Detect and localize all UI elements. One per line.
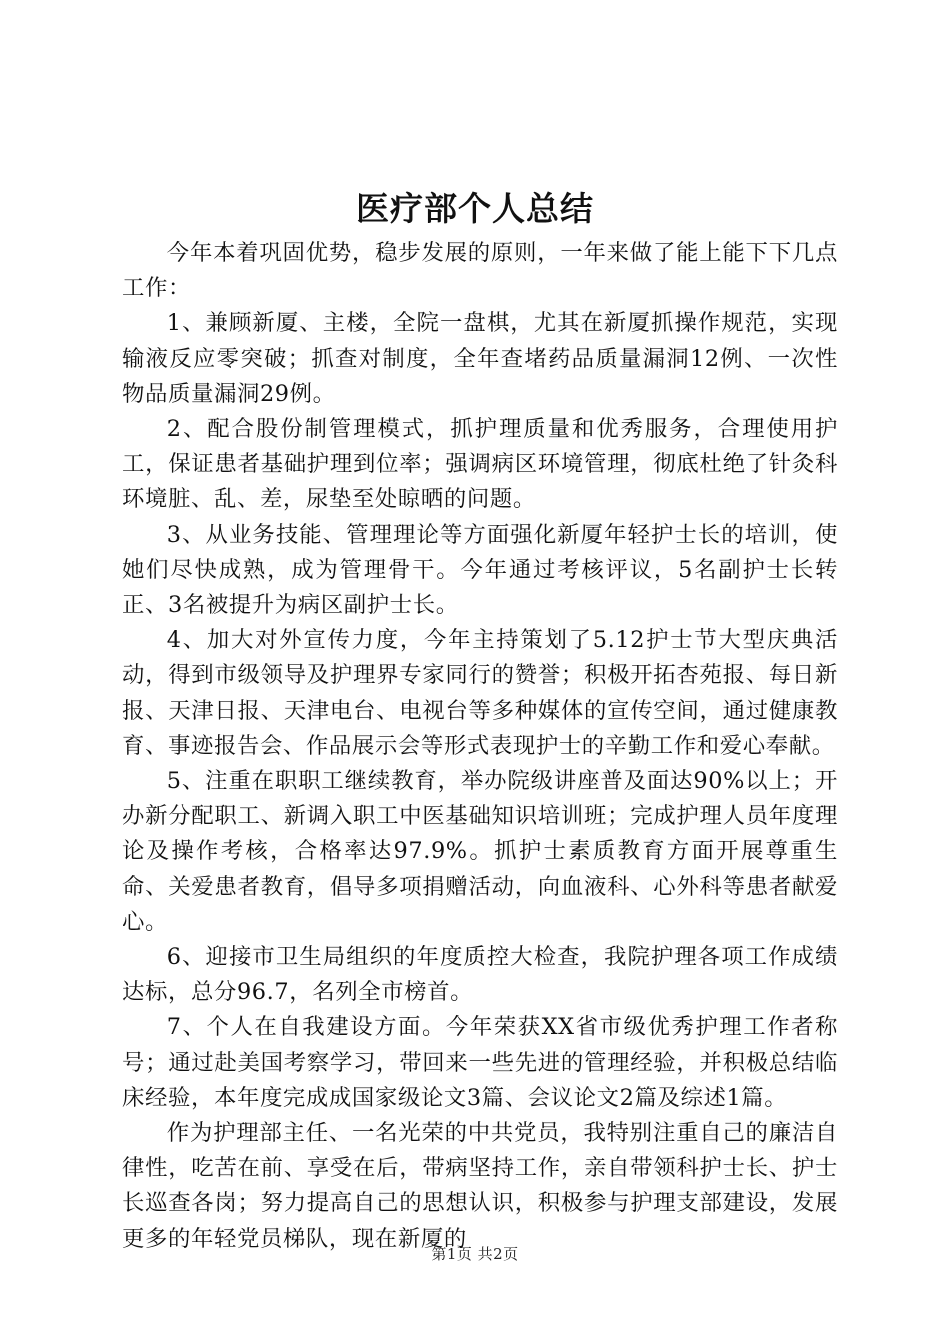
document-title: 医疗部个人总结	[356, 189, 594, 228]
item-paragraph-2: 2、配合股份制管理模式，抓护理质量和优秀服务，合理使用护工，保证患者基础护理到位率；强调病区环境管理，彻底杜绝了针灸科环境脏、乱、差，尿垫至处晾晒的问题。	[122, 416, 838, 513]
item-paragraph-1: 1、兼顾新厦、主楼，全院一盘棋，尤其在新厦抓操作规范，实现输液反应零突破；抓查对制度，全年查堵药品质量漏洞12例、一次性物品质量漏洞29例。	[122, 310, 838, 407]
item-paragraph-4: 4、加大对外宣传力度，今年主持策划了5.12护士节大型庆典活动，得到市级领导及护理界专家同行的赞誉；积极开拓杏苑报、每日新报、天津日报、天津电台、电视台等多种媒体的宣传空间，通过健康教育、事迹报告会、作品展示会等形式表现护士的辛勤工作和爱心奉献。	[122, 627, 838, 759]
item-paragraph-5: 5、注重在职职工继续教育，举办院级讲座普及面达90%以上；开办新分配职工、新调入职工中医基础知识培训班；完成护理人员年度理论及操作考核，合格率达97.9%。抓护士素质教育方面开展尊重生命、关爱患者教育，倡导多项捐赠活动，向血液科、心外科等患者献爱心。	[122, 768, 838, 935]
item-paragraph-7: 7、个人在自我建设方面。今年荣获XX省市级优秀护理工作者称号；通过赴美国考察学习，带回来一些先进的管理经验，并积极总结临床经验，本年度完成成国家级论文3篇、会议论文2篇及综述1篇。	[122, 1014, 838, 1111]
item-paragraph-3: 3、从业务技能、管理理论等方面强化新厦年轻护士长的培训，使她们尽快成熟，成为管理骨干。今年通过考核评议，5名副护士长转正、3名被提升为病区副护士长。	[122, 521, 838, 619]
document-body	[122, 236, 838, 1257]
item-paragraph-6: 6、迎接市卫生局组织的年度质控大检查，我院护理各项工作成绩达标，总分96.7，名列全市榜首。	[122, 944, 838, 1006]
page-number-footer: 第1页 共2页	[431, 1245, 519, 1263]
closing-paragraph: 作为护理部主任、一名光荣的中共党员，我特别注重自己的廉洁自律性，吃苦在前、享受在后，带病坚持工作，亲自带领科护士长、护士长巡查各岗；努力提高自己的思想认识，积极参与护理支部建设，发展更多的年轻党员梯队，现在新厦的	[122, 1120, 838, 1252]
intro-paragraph: 今年本着巩固优势，稳步发展的原则，一年来做了能上能下下几点工作：	[122, 240, 838, 302]
